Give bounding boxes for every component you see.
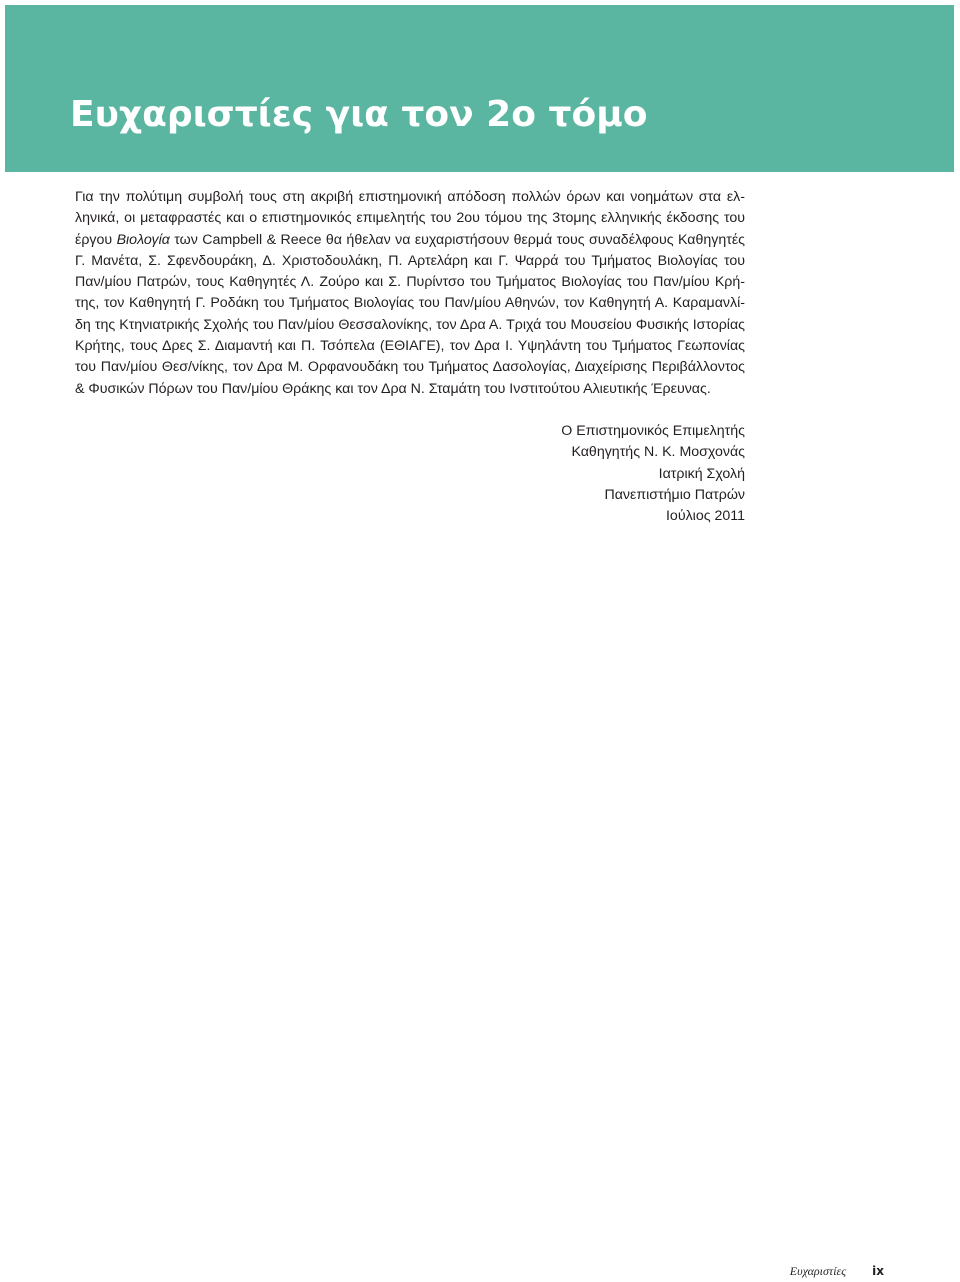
book-title: Βιολογία <box>116 231 170 248</box>
signature-name: Καθηγητής Ν. Κ. Μοσχονάς <box>571 444 745 461</box>
signature-university: Πανεπιστήμιο Πατρών <box>604 486 745 503</box>
header-band <box>5 5 954 172</box>
page-number: ix <box>872 1264 884 1278</box>
signature-date: Ιούλιος 2011 <box>665 508 745 525</box>
paragraph-text-end: των Campbell & Reece θα ήθελαν να ευχαριστήσουν θερμά τους συναδέλφους Καθηγητές Γ. Μανέτα, Σ. Σφενδουράκη, Δ. Χριστοδουλάκη, Π. Αρτελάρη και Γ. Ψαρρά του Τμήματος Βιολογίας του Παν/μίου Πατρών, τους Καθηγητές Λ. Ζούρο και Σ. Πυρίντσο του Τμήματος Βιολογίας του Παν/μίου Κρήτης, τον Καθηγητή Γ. Ροδάκη του Τμήματος Βιολογίας του Παν/μίου Αθηνών, τον Καθηγητή Α. Καραμανλίδη της Κτηνιατρικής Σχολής του Παν/μίου Θεσσαλονίκης, τον Δρα Α. Τριχά του Μουσείου Φυσικής Ιστορίας Κρήτης, τους Δρες Σ. Διαμαντή και Π. Τσόπελα (ΕΘΙΑΓΕ), τον Δρα Ι. Υψηλάντη του Τμήματος Γεωπονίας του Παν/μίου Θεσ/νίκης, τον Δρα Μ. Ορφανουδάκη του Τμήματος Δασολογίας, Διαχείρισης Περιβάλλοντος & Φυσικών Πόρων του Παν/μίου Θράκης και τον Δρα Ν. Σταμάτη του Ινστιτούτου Αλιευτικής Έρευνας. <box>75 231 745 397</box>
signature-school: Ιατρική Σχολή <box>658 465 745 482</box>
page-title: Ευχαριστίες για τον 2ο τόμο <box>70 94 648 135</box>
paragraph-text-start: Για την πολύτιμη συμβολή τους στη ακριβή επιστημονική απόδοση πολλών όρων και νοημάτων στα ελληνικά, οι μεταφραστές και ο επιστημονικός επιμελητής του 2ου τόμου της 3τομης ελληνικής έκδοσης του έργου <box>75 189 745 248</box>
signature-block <box>561 421 745 527</box>
signature-role: Ο Επιστημονικός Επιμελητής <box>561 423 745 439</box>
page-footer <box>790 1262 884 1280</box>
footer-section-name: Ευχαριστίες <box>789 1264 847 1278</box>
acknowledgement-paragraph <box>75 187 745 400</box>
